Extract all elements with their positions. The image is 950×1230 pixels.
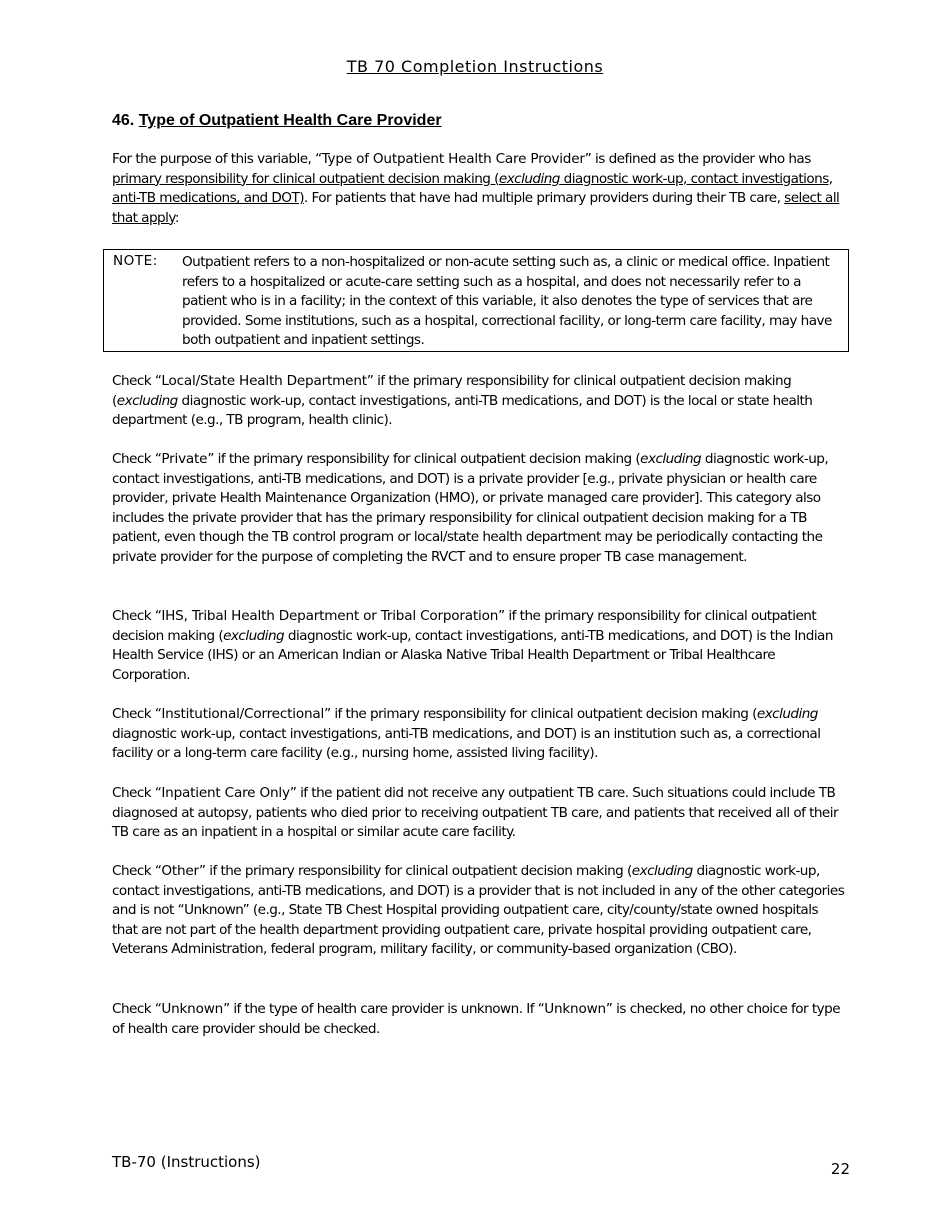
- other-b: diagnostic work-up, contact investigations, anti-TB medications, and DOT) is a provider that is not included in any of the other categories and is not “Unknown” (e.g., State TB Chest Hospital providing outpatient care, city/county/state owned hospitals that are not part of the health department providing outpatient care, private hospital providing outpatient care, Veterans Administration, federal program, military facility, or community-based organization (CBO).: [112, 863, 845, 958]
- intro-underline-2: diagnostic work-up, contact investigations, anti-TB medications, and DOT): [112, 170, 833, 207]
- intro-paragraph: [112, 150, 847, 228]
- intro-text-2: ” is defined as the provider who has: [584, 151, 811, 167]
- inpatient-a: ” if the patient did not receive any outpatient TB care. Such situations could include TB diagnosed at autopsy, patients who died prior to receiving outpatient TB care, and patients that received all of their TB care as an inpatient in a hospital or similar acute care facility.: [112, 785, 839, 841]
- other-em: excluding: [631, 863, 693, 879]
- header-title: TB 70 Completion Instructions: [346, 57, 604, 76]
- private-b: diagnostic work-up, contact investigations, anti-TB medications, and DOT) is a private provider [e.g., private physician or health care provider, private Health Maintenance Organization (HMO), or private managed care provider]. This category also includes the private provider that has the primary responsibility for clinical outpatient decision making for a TB patient, even though the TB control program or local/state health department may be periodically contacting the private provider for the purpose of completing the RVCT and to ensure proper TB case management.: [112, 451, 829, 565]
- local-a: ” if the primary responsibility for clinical outpatient decision making (: [112, 373, 792, 409]
- paragraph-private: [112, 450, 847, 568]
- note-box: [103, 249, 849, 352]
- note-label: NOTE:: [113, 253, 158, 269]
- inpatient-pre: Check “: [112, 785, 162, 801]
- section-heading: [112, 112, 442, 130]
- page-header: [0, 57, 950, 76]
- term-unknown-2: Unknown: [544, 1001, 606, 1017]
- term-local-state: Local/State Health Department: [161, 373, 367, 389]
- private-em: excluding: [640, 451, 702, 467]
- local-em: excluding: [116, 392, 178, 409]
- section-number: 46.: [112, 112, 135, 129]
- intro-term: Type of Outpatient Health Care Provider: [321, 151, 585, 167]
- note-text: Outpatient refers to a non-hospitalized or non-acute setting such as, a clinic or medical office. Inpatient refers to a hospitalized or acute-care setting such as a hospital, and does not necessarily refer to a patient who is in a facility; in the context of this variable, it also denotes the type of services that are provided. Some institutions, such as a hospital, correctional facility, or long-term care facility, may have both outpatient and inpatient settings.: [182, 254, 832, 349]
- term-other: Other: [161, 863, 199, 879]
- ihs-a: ” if the primary responsibility for clinical outpatient decision making (: [112, 608, 817, 644]
- paragraph-local-state: [112, 372, 847, 431]
- term-ihs: IHS, Tribal Health Department or Tribal Corporation: [161, 608, 499, 624]
- paragraph-inpatient: [112, 784, 847, 843]
- section-title: Type of Outpatient Health Care Provider: [138, 112, 442, 129]
- paragraph-unknown: [112, 1000, 847, 1039]
- intro-underline-1: primary responsibility for clinical outpatient decision making (: [112, 170, 499, 187]
- term-institutional: Institutional/Correctional: [161, 706, 325, 722]
- intro-text-4: :: [174, 209, 179, 226]
- ihs-b: diagnostic work-up, contact investigations, anti-TB medications, and DOT) is the Indian Health Service (IHS) or an American Indian or Alaska Native Tribal Health Department or Tribal Healthcare Corporation.: [112, 627, 833, 683]
- local-pre: Check “: [112, 373, 162, 389]
- paragraph-other: [112, 862, 847, 960]
- footer-form-label: TB-70 (Instructions): [112, 1153, 261, 1171]
- other-pre: Check “: [112, 863, 162, 879]
- intro-underline-emphasis: excluding: [498, 170, 560, 187]
- intro-text-3: . For patients that have had multiple primary providers during their TB care,: [303, 190, 785, 207]
- page-number: 22: [830, 1160, 850, 1178]
- ihs-em: excluding: [223, 627, 285, 644]
- other-a: ” if the primary responsibility for clinical outpatient decision making (: [198, 863, 632, 879]
- unknown-pre: Check “: [112, 1001, 162, 1017]
- ihs-pre: Check “: [112, 608, 162, 624]
- institutional-em: excluding: [756, 706, 818, 722]
- intro-text-1: For the purpose of this variable, “: [112, 151, 322, 167]
- institutional-pre: Check “: [112, 706, 162, 722]
- unknown-b: ” is checked, no other choice for type of health care provider should be checked.: [112, 1001, 841, 1037]
- private-pre: Check “: [112, 451, 162, 467]
- unknown-a: ” if the type of health care provider is unknown. If “: [223, 1001, 545, 1017]
- term-unknown: Unknown: [161, 1001, 224, 1017]
- intro-select-all: select all that apply: [112, 190, 840, 226]
- term-inpatient: Inpatient Care Only: [161, 785, 290, 801]
- paragraph-ihs: [112, 607, 847, 685]
- institutional-a: ” if the primary responsibility for clinical outpatient decision making (: [324, 706, 757, 722]
- institutional-b: diagnostic work-up, contact investigations, anti-TB medications, and DOT) is an institution such as, a correctional facility or a long-term care facility (e.g., nursing home, assisted living facility).: [112, 725, 821, 762]
- paragraph-institutional: [112, 705, 847, 764]
- term-private: Private: [161, 451, 208, 467]
- private-a: ” if the primary responsibility for clinical outpatient decision making (: [207, 451, 641, 467]
- local-b: diagnostic work-up, contact investigations, anti-TB medications, and DOT) is the local or state health department (e.g., TB program, health clinic).: [112, 392, 813, 429]
